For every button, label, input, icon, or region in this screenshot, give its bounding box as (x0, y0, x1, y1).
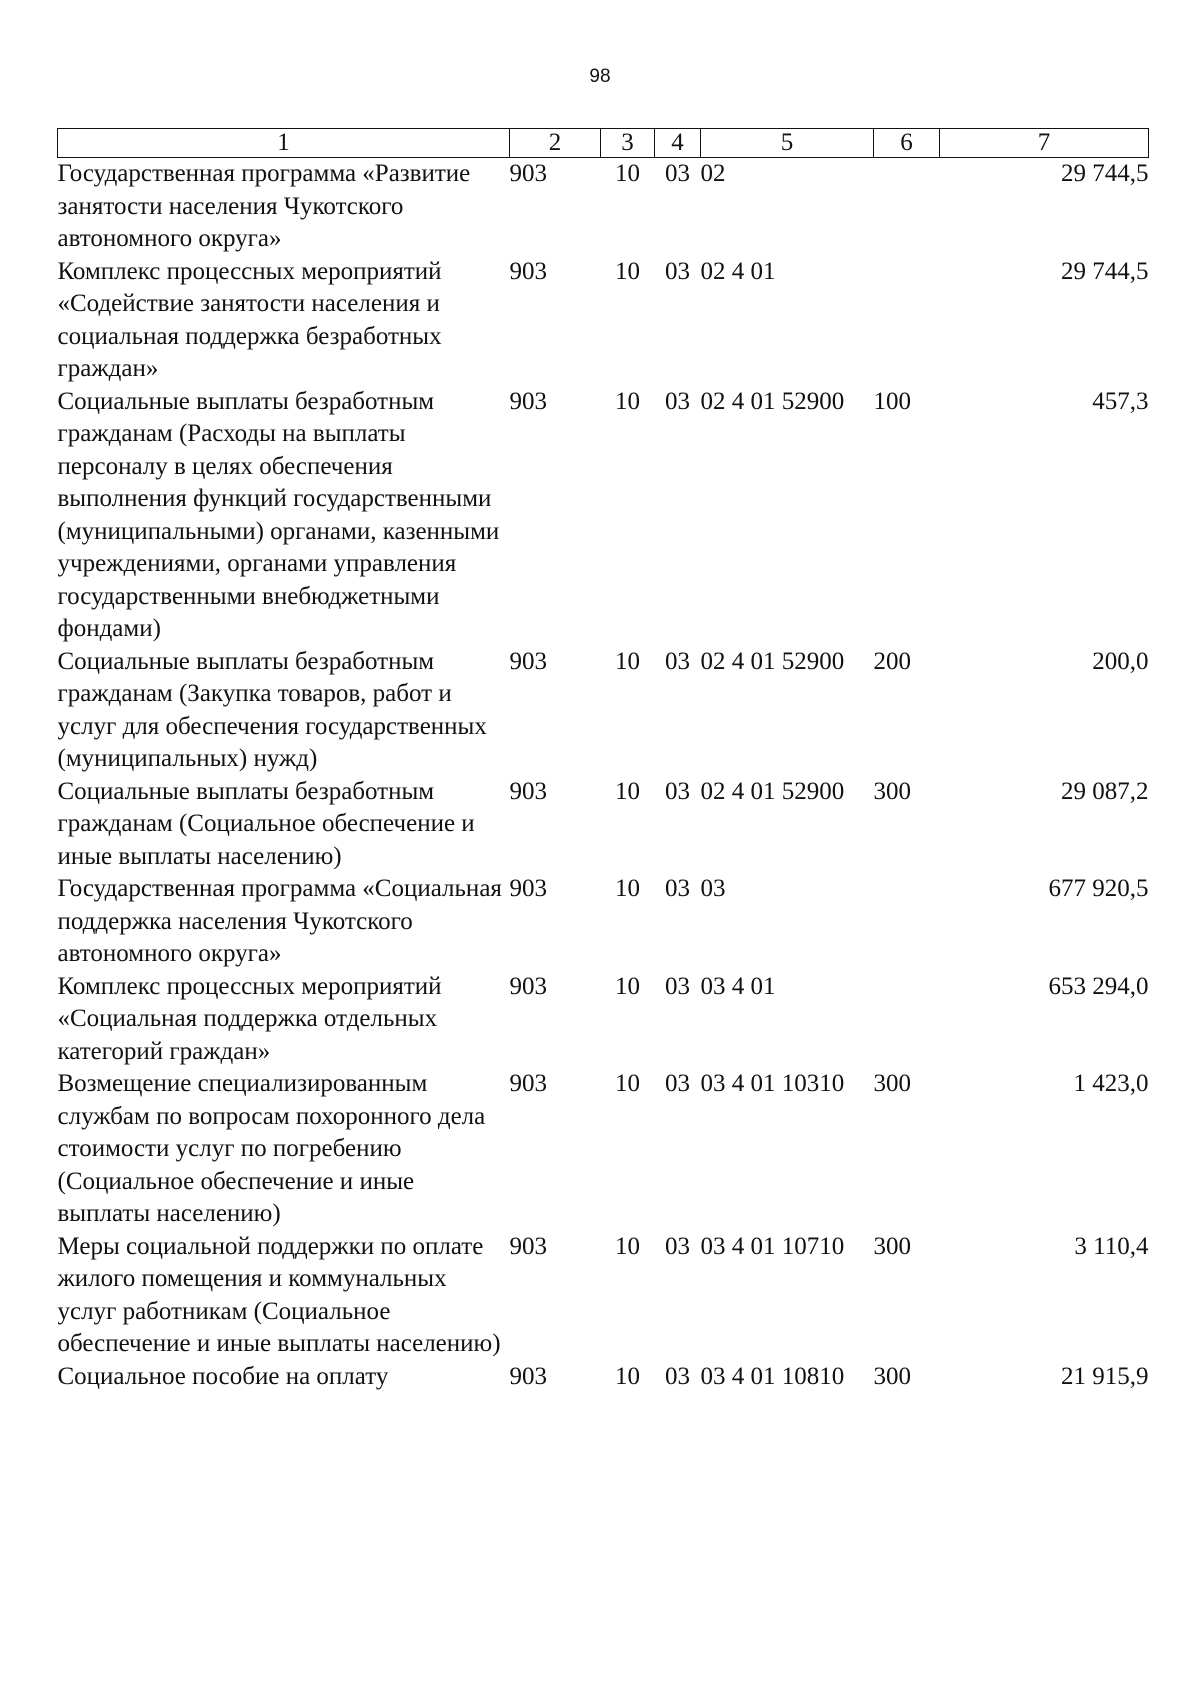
row-admin-code: 903 (509, 387, 547, 415)
table-row (58, 1231, 1149, 1361)
row-subsection: 03 (665, 387, 690, 415)
table-row (58, 1361, 1149, 1394)
row-subsection: 03 (665, 875, 690, 902)
row-target-article: 03 4 01 10810 (700, 1362, 845, 1390)
row-name: Государственная программа «Социальная поддержка населения Чукотского автономного округа» (57, 875, 502, 967)
row-subsection: 03 (665, 647, 690, 675)
row-amount: 200,0 (1092, 647, 1149, 675)
row-expense-type: 300 (873, 1070, 911, 1097)
row-amount: 29 744,5 (1061, 160, 1149, 187)
row-expense-type: 200 (873, 647, 911, 675)
row-subsection: 03 (665, 1232, 690, 1260)
row-name: Социальные выплаты безработным гражданам (Закупка товаров, работ и услуг для обеспечения государственных (муниципальных) нужд) (57, 647, 487, 772)
row-section: 10 (615, 1362, 640, 1390)
row-expense-type: 100 (873, 387, 911, 415)
row-amount: 3 110,4 (1074, 1232, 1149, 1260)
row-admin-code: 903 (509, 1362, 547, 1390)
column-header-3: 3 (601, 129, 655, 158)
row-section: 10 (615, 1070, 640, 1097)
row-admin-code: 903 (509, 1232, 547, 1260)
table-row (58, 256, 1149, 386)
row-admin-code: 903 (509, 647, 547, 675)
row-expense-type (874, 971, 940, 1069)
row-amount: 653 294,0 (1048, 972, 1149, 1000)
row-amount: 457,3 (1092, 387, 1149, 415)
row-section: 10 (615, 1232, 640, 1260)
row-amount: 29 744,5 (1061, 257, 1149, 285)
column-header-5: 5 (701, 129, 874, 158)
column-header-4: 4 (655, 129, 701, 158)
row-target-article: 03 (700, 875, 726, 902)
table-row (58, 1068, 1149, 1231)
row-expense-type (874, 873, 940, 971)
row-target-article: 02 4 01 52900 (700, 777, 845, 805)
row-target-article: 03 4 01 (700, 972, 776, 1000)
row-section: 10 (615, 160, 640, 187)
page-number: 98 (589, 66, 611, 87)
row-admin-code: 903 (509, 160, 547, 187)
row-section: 10 (615, 257, 640, 285)
row-subsection: 03 (665, 777, 690, 805)
row-name: Государственная программа «Развитие занятости населения Чукотского автономного округа» (57, 160, 471, 252)
row-target-article: 02 4 01 52900 (700, 387, 845, 415)
row-admin-code: 903 (509, 1070, 547, 1097)
row-section: 10 (615, 875, 640, 902)
row-name: Комплекс процессных мероприятий «Содействие занятости населения и социальная поддержка безработных граждан» (57, 257, 442, 382)
table-row (58, 873, 1149, 971)
row-section: 10 (615, 387, 640, 415)
row-name: Меры социальной поддержки по оплате жилого помещения и коммунальных услуг работникам (Социальное обеспечение и иные выплаты населению) (57, 1232, 501, 1357)
row-subsection: 03 (665, 972, 690, 1000)
row-section: 10 (615, 777, 640, 805)
row-section: 10 (615, 972, 640, 1000)
table-row (58, 158, 1149, 256)
row-name: Возмещение специализированным службам по вопросам похоронного дела стоимости услуг по погребению (Социальное обеспечение и иные выплаты населению) (57, 1070, 486, 1227)
row-amount: 21 915,9 (1061, 1362, 1149, 1390)
row-expense-type: 300 (873, 1362, 911, 1390)
row-expense-type: 300 (873, 1232, 911, 1260)
row-amount: 677 920,5 (1048, 875, 1149, 902)
row-admin-code: 903 (509, 875, 547, 902)
row-admin-code: 903 (509, 777, 547, 805)
header-row (58, 129, 1149, 158)
row-target-article: 02 (700, 160, 726, 187)
column-header-2: 2 (510, 129, 601, 158)
row-admin-code: 903 (509, 972, 547, 1000)
row-expense-type: 300 (873, 777, 911, 805)
row-expense-type (874, 158, 940, 256)
budget-table (57, 128, 1149, 1393)
row-section: 10 (615, 647, 640, 675)
row-target-article: 03 4 01 10310 (700, 1070, 845, 1097)
row-target-article: 02 4 01 (700, 257, 776, 285)
row-name: Комплекс процессных мероприятий «Социальная поддержка отдельных категорий граждан» (57, 972, 442, 1065)
table-row (58, 646, 1149, 776)
row-name: Социальное пособие на оплату (57, 1362, 389, 1390)
column-header-6: 6 (874, 129, 940, 158)
row-target-article: 02 4 01 52900 (700, 647, 845, 675)
row-subsection: 03 (665, 160, 690, 187)
table-row (58, 776, 1149, 874)
row-name: Социальные выплаты безработным гражданам (Социальное обеспечение и иные выплаты населению) (57, 777, 475, 870)
table-row (58, 386, 1149, 646)
row-target-article: 03 4 01 10710 (700, 1232, 845, 1260)
row-name: Социальные выплаты безработным гражданам (Расходы на выплаты персоналу в целях обеспечения выполнения функций государственными (муниципальными) органами, казенными учреждениями, органами управления государственными внебюджетными фондами) (57, 387, 500, 642)
column-header-1: 1 (58, 129, 510, 158)
row-amount: 29 087,2 (1061, 777, 1149, 805)
column-header-7: 7 (940, 129, 1149, 158)
table-row (58, 971, 1149, 1069)
row-subsection: 03 (665, 1070, 690, 1097)
row-subsection: 03 (665, 1362, 690, 1390)
row-subsection: 03 (665, 257, 690, 285)
row-amount: 1 423,0 (1073, 1070, 1149, 1097)
row-expense-type (874, 256, 940, 386)
row-admin-code: 903 (509, 257, 547, 285)
